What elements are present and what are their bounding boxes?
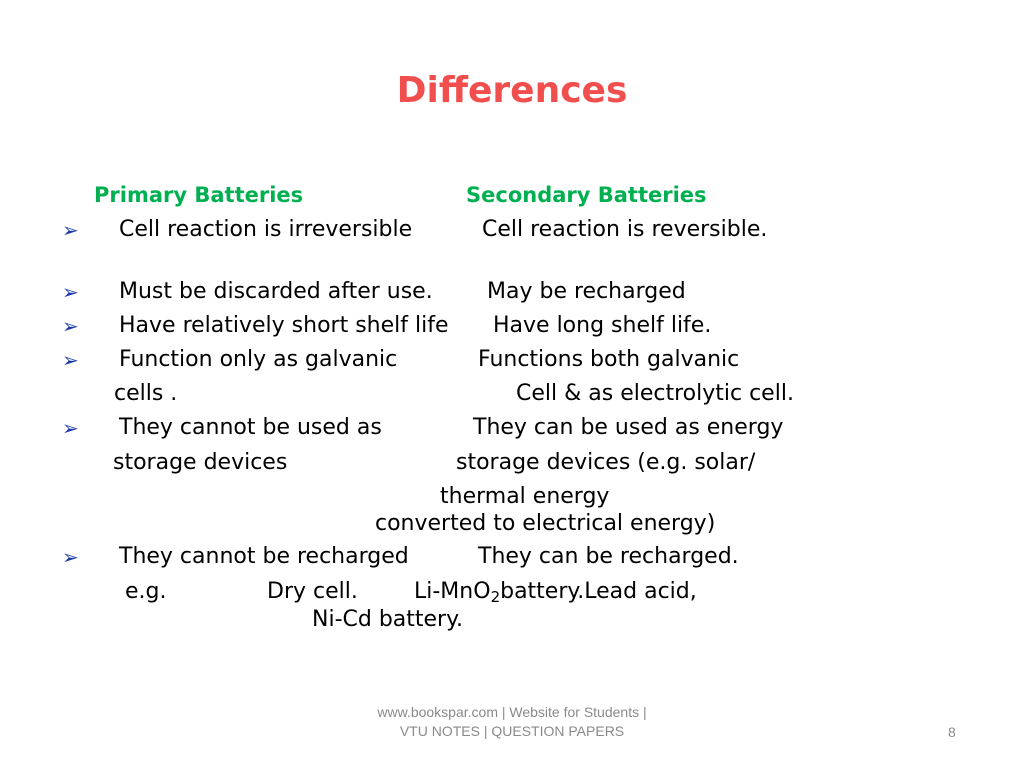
bullet-arrow-icon: ➢ [62, 545, 79, 569]
footer-source: www.bookspar.com | Website for Students | VTU NOTES | QUESTION PAPERS [377, 704, 647, 739]
secondary-point: Have long shelf life. [493, 313, 712, 338]
example-secondary-rest: battery.Lead acid, [500, 579, 697, 604]
secondary-point: Cell reaction is reversible. [482, 217, 768, 242]
slide-title: Differences [396, 70, 628, 111]
example-secondary [414, 578, 697, 606]
primary-column-header: Primary Batteries [94, 183, 304, 207]
primary-point: Cell reaction is irreversible [119, 217, 413, 242]
example-secondary-formula: Li-MnO [414, 579, 491, 604]
secondary-column-header: Secondary Batteries [466, 183, 707, 207]
secondary-point-continuation: converted to electrical energy) [375, 511, 716, 536]
secondary-point-continuation: thermal energy [440, 484, 610, 509]
secondary-point-continuation: storage devices (e.g. solar/ [456, 450, 756, 475]
example-secondary-subscript: 2 [490, 588, 501, 606]
bullet-arrow-icon: ➢ [62, 416, 79, 440]
primary-point: Function only as galvanic [119, 347, 398, 372]
primary-point-continuation: storage devices [113, 450, 288, 475]
primary-point: Must be discarded after use. [119, 279, 433, 304]
secondary-point: May be recharged [487, 279, 686, 304]
secondary-point: They can be recharged. [478, 544, 739, 569]
secondary-point-continuation: Cell & as electrolytic cell. [516, 381, 794, 406]
example-primary: Dry cell. [267, 579, 358, 604]
example-label: e.g. [125, 579, 167, 604]
secondary-point: Functions both galvanic [478, 347, 740, 372]
example-secondary-continuation: Ni-Cd battery. [312, 607, 463, 632]
primary-point-continuation: cells . [114, 381, 178, 406]
bullet-arrow-icon: ➢ [62, 348, 79, 372]
primary-point: They cannot be used as [119, 415, 382, 440]
primary-point: Have relatively short shelf life [119, 313, 449, 338]
bullet-arrow-icon: ➢ [62, 280, 79, 304]
bullet-arrow-icon: ➢ [62, 218, 79, 242]
secondary-point: They can be used as energy [473, 415, 784, 440]
bullet-arrow-icon: ➢ [62, 314, 79, 338]
primary-point: They cannot be recharged [119, 544, 409, 569]
page-number: 8 [948, 724, 956, 740]
